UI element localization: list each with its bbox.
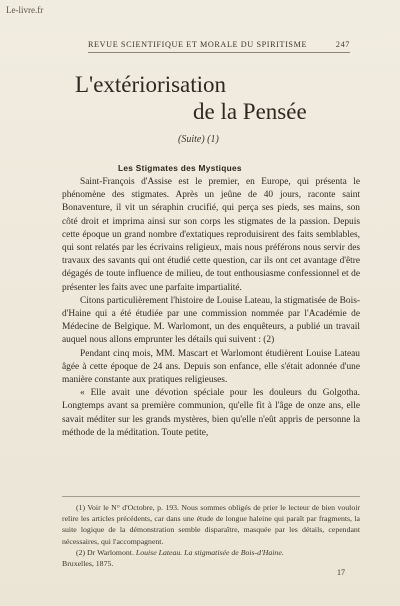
article-continuation-note: (Suite) (1) (178, 134, 219, 145)
section-title: Les Stigmates des Mystiques (118, 163, 242, 173)
footnote-1: (1) Voir le N° d'Octobre, p. 193. Nous sommes obligés de prier le lecteur de bien vouloir relire les articles précédents, car dans une étude de longue haleine qui paraît par fragments, la suite logique de la démonstration semble disparaître, masquée par les détails, cependant nécessaires, qui l'accompagnent. (62, 503, 360, 546)
body-paragraph: Saint-François d'Assise est le premier, en Europe, qui présenta le phénomène des stigmates. Après un jeûne de 40 jours, raconte saint Bonaventure, il vit un séraphin crucifié, qui perça ses pieds, ses mains, son côté droit et imprima ainsi sur son corps les stigmates de la passion. Depuis cette époque un grand nombre d'extatiques reproduisirent des faits semblables, qui sont relatés par les écrivains religieux, mais nous préférons nous servir des travaux des savants qui ont étudié cette question, car ils ont cet avantage d'être dégagés de toute influence de milieu, de tout enthousiasme confessionnel et de présenter les faits avec une parfaite impartialité. (62, 177, 360, 293)
footnote-rule (62, 496, 360, 497)
footnote-2-place: Bruxelles, 1875. (62, 559, 114, 569)
article-title-line-2: de la Pensée (193, 99, 307, 124)
body-paragraph: Citons particulièrement l'histoire de Louise Lateau, la stigmatisée de Bois-d'Haine qui a été étudiée par une commission nommée par l'Académie de Médecine de Belgique. M. Warlomont, un des enquêteurs, a publié un travail auquel nous allons emprunter les détails qui suivent : (2) (62, 295, 360, 346)
footnote-2 (62, 547, 360, 569)
signature-mark: 17 (337, 568, 345, 577)
footnote-2-title: Louise Lateau. La stigmatisée de Bois-d'Haine. (135, 547, 284, 557)
journal-title: REVUE SCIENTIFIQUE ET MORALE DU SPIRITISME (88, 40, 308, 49)
running-head (88, 40, 350, 49)
footnote-2-author: (2) Dr Warlomont. (76, 547, 134, 557)
source-watermark: Le-livre.fr (6, 5, 44, 15)
body-paragraph: « Elle avait une dévotion spéciale pour les douleurs du Golgotha. Longtemps avant sa première communion, qu'elle fit à l'âge de onze ans, elle savait méditer sur les grands mystères, bien qu'elle n'eût appris de personne la méthode de la méditation. Toute petite, (62, 388, 360, 438)
article-title-line-1: L'extériorisation (75, 72, 227, 97)
body-paragraph: Pendant cinq mois, MM. Mascart et Warlomont étudièrent Louise Lateau âgée à cette époque de 24 ans. Depuis son enfance, elle s'était adonnée d'une manière constante aux pratiques religieuses. (62, 348, 360, 386)
footnotes (62, 502, 360, 569)
header-rule (88, 52, 350, 53)
page-number: 247 (335, 40, 350, 49)
article-body (62, 176, 360, 440)
